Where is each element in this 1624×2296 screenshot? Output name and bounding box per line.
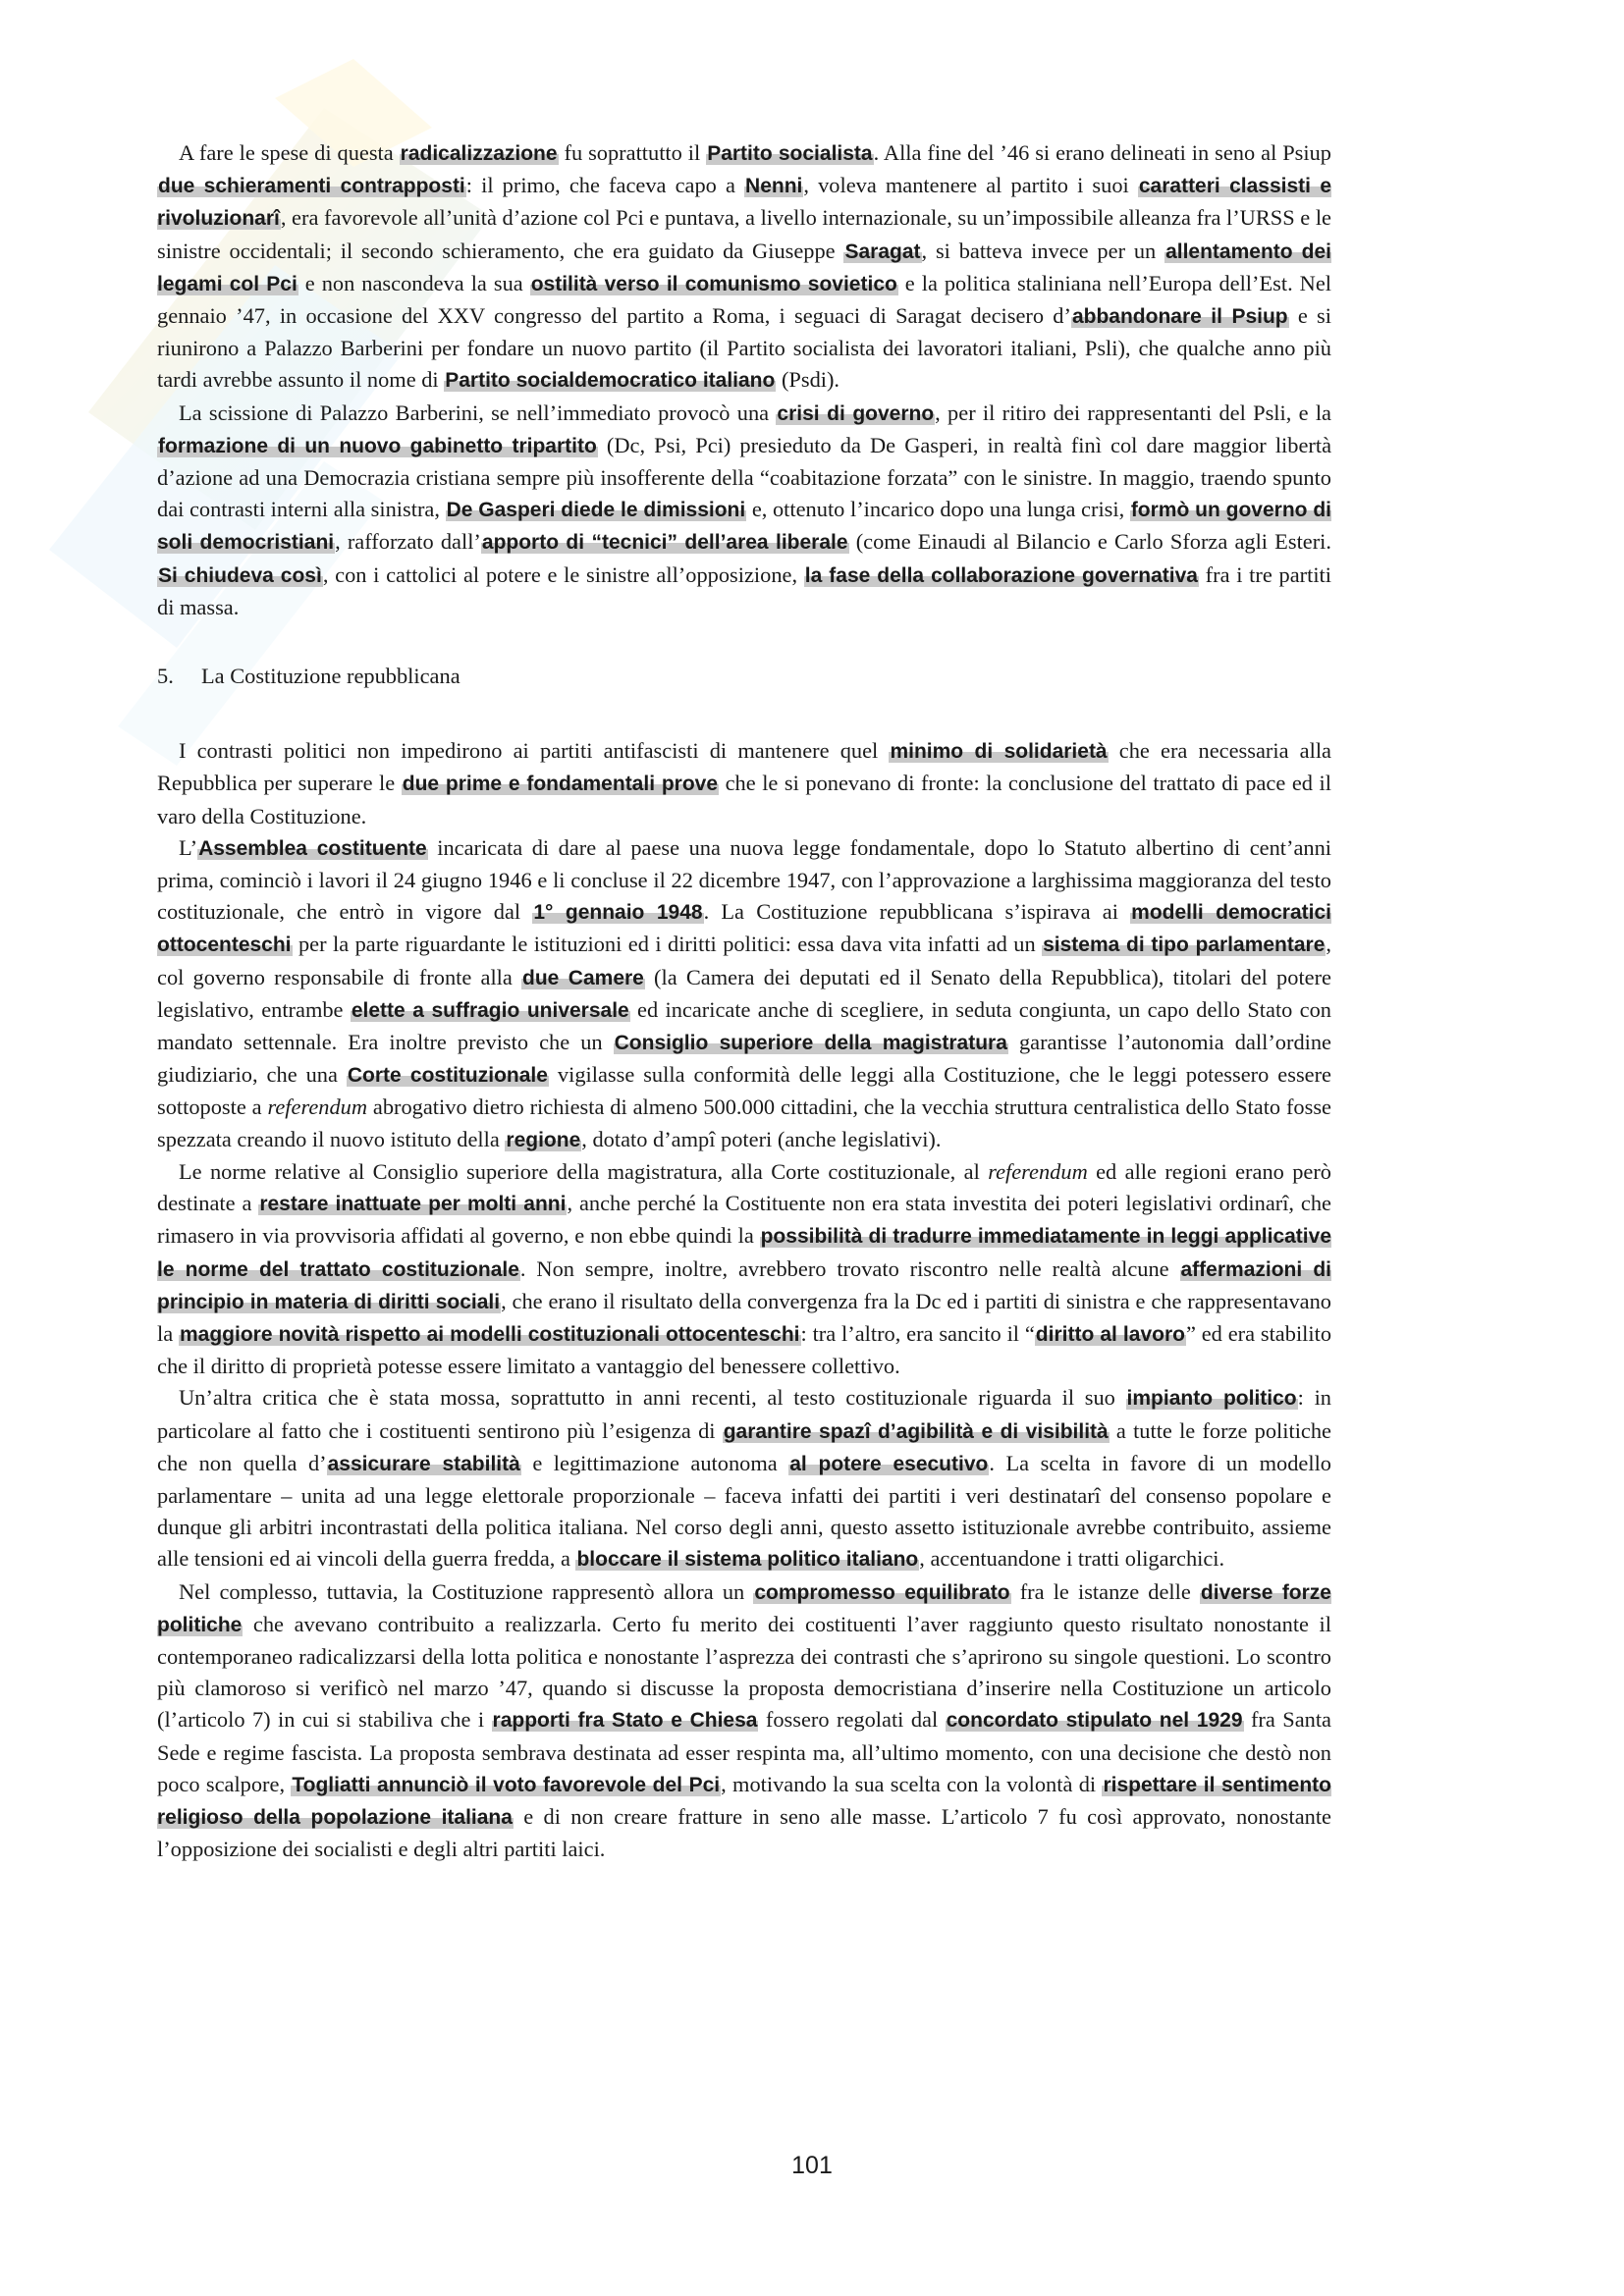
highlighted-text: De Gasperi diede le dimissioni bbox=[446, 499, 746, 522]
highlighted-text: garantire spazî d’agibilità e di visibilità bbox=[723, 1419, 1109, 1443]
highlighted-text: due Camere bbox=[522, 966, 644, 989]
highlighted-text: impianto politico bbox=[1126, 1387, 1297, 1411]
highlighted-text: elette a suffragio universale bbox=[351, 998, 629, 1022]
text-run: abrogativo dietro richiesta di almeno 500.000 cittadini, che la vecchia struttura centralistica dello Stato fosse spezzata creando il nuovo istituto della bbox=[157, 1095, 1331, 1151]
highlighted-text: due prime e fondamentali prove bbox=[402, 773, 719, 796]
highlighted-text: assicurare stabilità bbox=[327, 1452, 520, 1475]
highlighted-text: maggiore novità rispetto ai modelli costituzionali ottocenteschi bbox=[180, 1322, 800, 1346]
text-run: fra Santa Sede e regime fascista. La proposta sembrava destinata ad esser respinta ma, all’ultimo momento, con una decisione che destò non poco scalpore, bbox=[157, 1707, 1331, 1796]
text-run: che avevano contribuito a realizzarla. Certo fu merito dei costituenti l’aver raggiunto questo risultato nonostante il contemporaneo radicalizzarsi della lotta politica e nonostante l’asprezza dei contrasti che s’aprirono su singole questioni. Lo scontro più clamoroso si verificò nel marzo ’47, quando si discusse la proposta democristiana d’inserire nella Costituzione un articolo (l’articolo 7) in cui si stabiliva che i bbox=[157, 1611, 1331, 1733]
highlighted-text: regione bbox=[506, 1128, 581, 1151]
paragraph-7 bbox=[157, 1576, 1331, 1866]
text-run: fossero regolati dal bbox=[758, 1707, 946, 1733]
text-run: e la politica staliniana nell’Europa dell’Est. Nel gennaio ’47, in occasione del XXV congresso del partito a Roma, i seguaci di Saragat decisero d’ bbox=[157, 270, 1331, 329]
page-number: 101 bbox=[791, 2152, 833, 2179]
highlighted-text: possibilità di tradurre immediatamente in leggi applicative le norme del trattato costituzionale bbox=[157, 1225, 1331, 1281]
highlighted-text: apporto di “tecnici” dell’area liberale bbox=[481, 531, 848, 555]
text-run: fu soprattutto il bbox=[558, 140, 707, 165]
text-run: ed incaricate anche di scegliere, in seduta congiunta, un capo dello Stato con mandato settennale. Era inoltre previsto che un bbox=[157, 996, 1331, 1055]
text-run: , con i cattolici al potere e le sinistre all’opposizione, bbox=[322, 561, 804, 587]
highlighted-text: Assemblea costituente bbox=[198, 836, 427, 860]
highlighted-text: restare inattuate per molti anni bbox=[259, 1193, 567, 1216]
highlighted-text: ostilità verso il comunismo sovietico bbox=[530, 272, 897, 295]
italic-text: referendum bbox=[988, 1158, 1088, 1184]
text-run: : il primo, che faceva capo a bbox=[465, 173, 745, 198]
text-run: , anche perché la Costituente non era stata investita dei poteri legislativi ordinarî, che rimasero in via provvisoria affidati al governo, e non ebbe quindi la bbox=[157, 1191, 1331, 1249]
text-run: . La Costituzione repubblicana s’ispirava ai bbox=[703, 899, 1131, 925]
text-run: L’ bbox=[179, 834, 198, 860]
paragraph-3 bbox=[157, 735, 1331, 832]
highlighted-text: modelli democratici ottocenteschi bbox=[157, 901, 1331, 957]
highlighted-text: 1° gennaio 1948 bbox=[533, 901, 703, 925]
text-run: Le norme relative al Consiglio superiore della magistratura, alla Corte costituzionale, al bbox=[179, 1158, 989, 1184]
paragraph-2 bbox=[157, 398, 1331, 623]
text-run: , per il ritiro dei rappresentanti del Psli, e la bbox=[935, 400, 1331, 425]
text-run: , motivando la sua scelta con la volontà di bbox=[721, 1771, 1103, 1796]
text-run: , col governo responsabile di fronte alla bbox=[157, 932, 1332, 989]
text-run: , voleva mantenere al partito i suoi bbox=[803, 173, 1138, 198]
highlighted-text: Corte costituzionale bbox=[347, 1064, 548, 1088]
text-run: e di non creare fratture in seno alle masse. L’articolo 7 fu così approvato, nonostante l’opposizione dei socialisti e degli altri partiti laici. bbox=[157, 1803, 1331, 1862]
highlighted-text: compromesso equilibrato bbox=[754, 1580, 1010, 1604]
text-run: . Alla fine del ’46 si erano delineati in seno al Psiup bbox=[873, 140, 1332, 165]
text-run: I contrasti politici non impedirono ai partiti antifascisti di mantenere quel bbox=[179, 738, 890, 764]
highlighted-text: Consiglio superiore della magistratura bbox=[614, 1032, 1007, 1055]
highlighted-text: due schieramenti contrapposti bbox=[158, 175, 465, 198]
highlighted-text: rapporti fra Stato e Chiesa bbox=[492, 1709, 758, 1733]
text-run: fra le istanze delle bbox=[1010, 1578, 1200, 1604]
text-run: (la Camera dei deputati ed il Senato della Repubblica), titolari del potere legislativo, entrambe bbox=[157, 964, 1331, 1022]
text-run: per la parte riguardante le istituzioni ed i diritti politici: essa dava vita infatti ad un bbox=[292, 932, 1043, 957]
highlighted-text: al potere esecutivo bbox=[789, 1452, 989, 1475]
text-run: a tutte le forze politiche che non quella d’ bbox=[157, 1417, 1331, 1475]
section-heading bbox=[157, 661, 1331, 692]
text-run: fra i tre partiti di massa. bbox=[157, 561, 1331, 619]
text-run: ” ed era stabilito che il diritto di proprietà potesse essere limitato a vantaggio del benessere collettivo. bbox=[157, 1320, 1332, 1379]
highlighted-text: abbandonare il Psiup bbox=[1071, 305, 1288, 329]
text-run: A fare le spese di questa bbox=[179, 140, 400, 165]
highlighted-text: minimo di solidarietà bbox=[890, 740, 1108, 764]
text-run: , che erano il risultato della convergenza fra la Dc ed i partiti di sinistra e che rappresentavano la bbox=[157, 1288, 1331, 1346]
highlighted-text: diverse forze politiche bbox=[157, 1580, 1331, 1636]
italic-text: referendum bbox=[267, 1095, 368, 1120]
highlighted-text: formazione di un nuovo gabinetto tripartito bbox=[158, 434, 597, 457]
text-run: (Dc, Psi, Pci) presieduto da De Gasperi, in realtà finì col dare maggior libertà d’azione ad una Democrazia cristiana sempre più insofferente della “coabitazione forzata” con le sinistre. In maggio, traendo spunto dai contrasti interni alla sinistra, bbox=[157, 432, 1332, 522]
text-run: , dotato d’ampî poteri (anche legislativi). bbox=[581, 1126, 942, 1151]
paragraph-4 bbox=[157, 832, 1331, 1156]
highlighted-text: Saragat bbox=[844, 240, 921, 263]
text-run: e non nascondeva la sua bbox=[298, 270, 530, 295]
text-run: Nel complesso, tuttavia, la Costituzione rappresentò allora un bbox=[179, 1578, 754, 1604]
text-run: : in particolare al fatto che i costituenti sentirono più l’esigenza di bbox=[157, 1385, 1331, 1443]
text-run: : tra l’altro, era sancito il “ bbox=[800, 1320, 1035, 1346]
highlighted-text: Togliatti annunciò il voto favorevole del Pci bbox=[292, 1773, 721, 1796]
paragraph-6 bbox=[157, 1382, 1331, 1575]
text-run: vigilasse sulla conformità delle leggi alla Costituzione, che le leggi potessero essere sottoposte a bbox=[157, 1062, 1331, 1120]
text-run: e, ottenuto l’incarico dopo una lunga crisi, bbox=[746, 497, 1130, 522]
text-run: che era necessaria alla Repubblica per superare le bbox=[157, 738, 1331, 796]
text-run: , accentuandone i tratti oligarchici. bbox=[919, 1546, 1225, 1572]
text-run: che le si ponevano di fronte: la conclusione del trattato di pace ed il varo della Costituzione. bbox=[157, 771, 1331, 828]
highlighted-text: Partito socialista bbox=[707, 142, 873, 165]
text-run: incaricata di dare al paese una nuova legge fondamentale, dopo lo Statuto albertino di cent’anni prima, cominciò i lavori il 24 giugno 1946 e li concluse il 22 dicembre 1947, con l’approvazione a larghissima maggioranza del testo costituzionale, che entrò in vigore dal bbox=[157, 834, 1331, 925]
text-run: e si riunirono a Palazzo Barberini per fondare un nuovo partito (il Partito socialista dei lavoratori italiani, Psli), che qualche anno più tardi avrebbe assunto il nome di bbox=[157, 303, 1331, 393]
highlighted-text: Partito socialdemocratico italiano bbox=[445, 369, 776, 393]
highlighted-text: la fase della collaborazione governativa bbox=[804, 563, 1198, 587]
highlighted-text: allentamento dei legami col Pci bbox=[157, 240, 1332, 295]
text-run: (Psdi). bbox=[776, 367, 840, 393]
highlighted-text: caratteri classisti e rivoluzionarî bbox=[157, 175, 1332, 231]
highlighted-text: bloccare il sistema politico italiano bbox=[576, 1548, 919, 1572]
section-number: 5. bbox=[157, 664, 174, 689]
paragraph-5 bbox=[157, 1156, 1331, 1382]
highlighted-text: affermazioni di principio in materia di diritti sociali bbox=[157, 1257, 1331, 1313]
section-title: La Costituzione repubblicana bbox=[201, 664, 460, 689]
text-run: La scissione di Palazzo Barberini, se nell’immediato provocò una bbox=[179, 400, 777, 425]
highlighted-text: Nenni bbox=[745, 175, 803, 198]
highlighted-text: Si chiudeva così bbox=[158, 563, 322, 587]
highlighted-text: sistema di tipo parlamentare bbox=[1043, 934, 1326, 957]
paragraph-1 bbox=[157, 137, 1331, 398]
highlighted-text: radicalizzazione bbox=[400, 142, 558, 165]
highlighted-text: diritto al lavoro bbox=[1035, 1322, 1185, 1346]
highlighted-text: formò un governo di soli democristiani bbox=[157, 499, 1332, 555]
highlighted-text: crisi di governo bbox=[777, 401, 935, 425]
text-run: , si batteva invece per un bbox=[921, 238, 1165, 263]
text-run: , rafforzato dall’ bbox=[335, 529, 481, 555]
text-run: Un’altra critica che è stata mossa, soprattutto in anni recenti, al testo costituzionale riguarda il suo bbox=[179, 1385, 1126, 1411]
text-run: , era favorevole all’unità d’azione col Pci e puntava, a livello internazionale, su un’impossibile alleanza fra l’URSS e le sinistre occidentali; il secondo schieramento, che era guidato da Giuseppe bbox=[157, 205, 1331, 263]
highlighted-text: concordato stipulato nel 1929 bbox=[946, 1709, 1243, 1733]
text-run: (come Einaudi al Bilancio e Carlo Sforza agli Esteri. bbox=[848, 529, 1332, 555]
text-run: ed alle regioni erano però destinate a bbox=[157, 1158, 1331, 1216]
text-run: . Non sempre, inoltre, avrebbero trovato riscontro nelle realtà alcune bbox=[519, 1255, 1180, 1281]
text-run: . La scelta in favore di un modello parlamentare – unita ad una legge elettorale proporzionale – faceva infatti dei partiti i veri destinatarî del consenso popolare e dunque gli arbitri incontrastati della politica italiana. Nel corso degli anni, questo assetto istituzionale avrebbe contribuito, assieme alle tensioni ed ai vincoli della guerra fredda, a bbox=[157, 1450, 1331, 1572]
text-run: e legittimazione autonoma bbox=[520, 1450, 789, 1475]
page-body bbox=[157, 137, 1331, 1865]
text-run: garantisse l’autonomia dall’ordine giudiziario, che una bbox=[157, 1030, 1331, 1088]
highlighted-text: rispettare il sentimento religioso della popolazione italiana bbox=[157, 1773, 1332, 1829]
